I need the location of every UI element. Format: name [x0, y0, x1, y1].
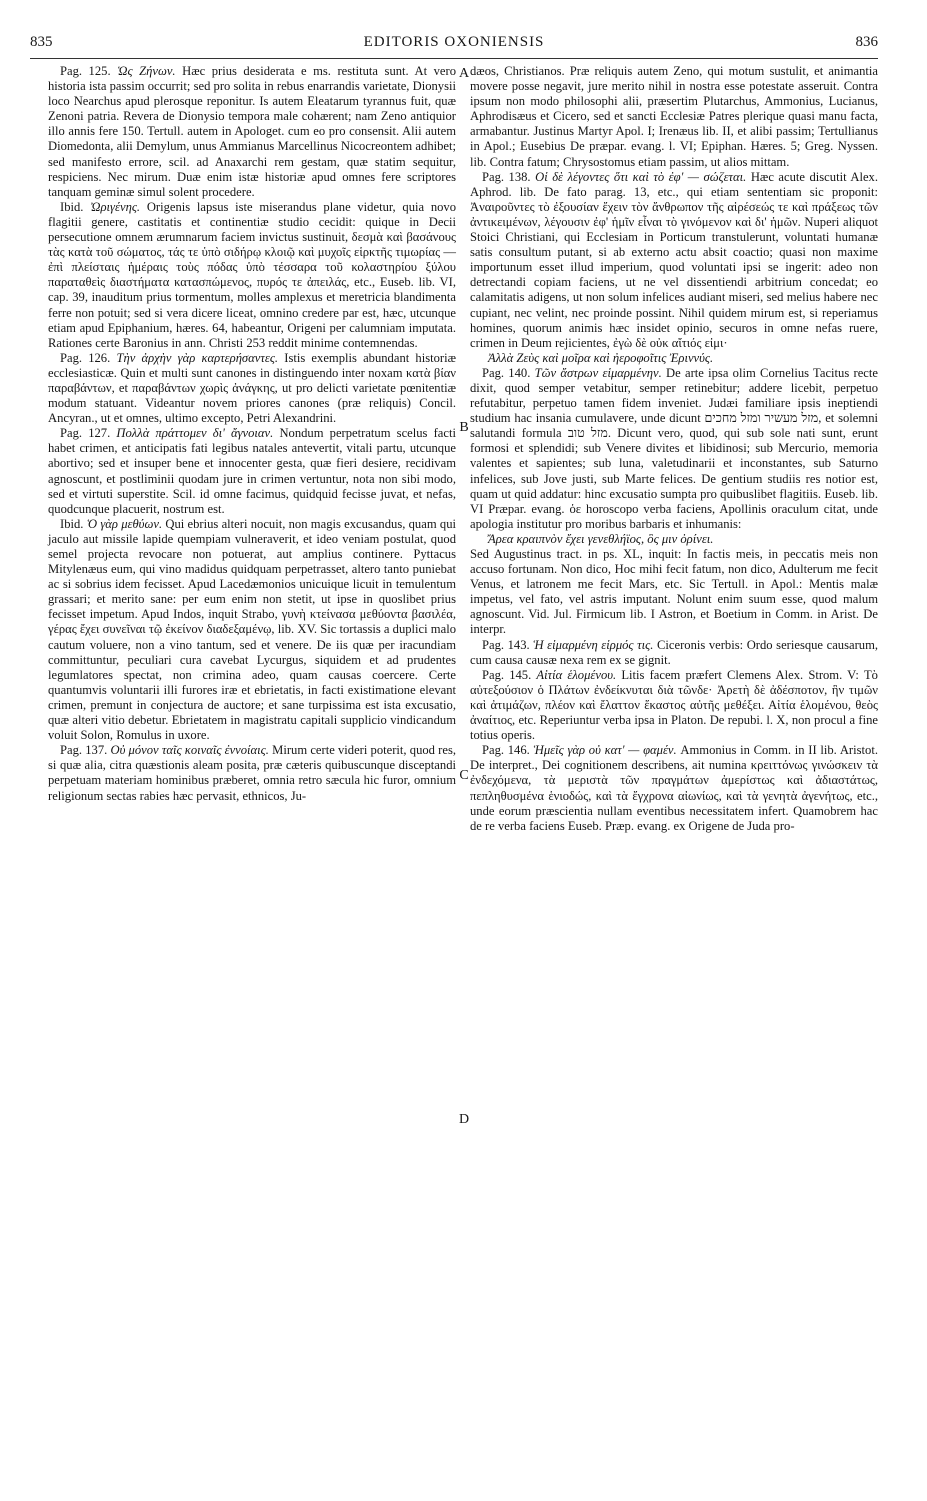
note-label: Ibid. — [60, 199, 84, 214]
note-text: Nondum perpetratum scelus facti habet crimen, et anticipatis fati legibus natales antevertit, vitali partu, utcunque abortivo; sed et insuper bene et innocenter gesta, quæ fieri desiere, recidivam agnoscunt, et postliminii quodam jure in crimen vertuntur, nota non sibi modo, sed et virtuti superstite. Scil. id omne facimus, quidquid fecisse juvat, et nefas, quodcunque placuerit, nostrum est. — [48, 426, 456, 516]
note-paragraph-continued — [470, 547, 878, 638]
margin-letter-c: C — [459, 768, 469, 783]
running-header — [30, 34, 878, 59]
note-paragraph — [470, 668, 878, 743]
note-label: Pag. 143. — [482, 637, 530, 652]
note-label: Ibid. — [60, 516, 84, 531]
note-paragraph — [470, 366, 878, 532]
note-text: Sed Augustinus tract. in ps. XL, inquit: In factis meis, in peccatis meis non accuso fortunam. Non dico, Hoc mihi fecit fatum, non dico, Adulterum me fecit Venus, et latronem me fecit Mars, etc. Sic Tertull. in Apol.: Mentis malæ impetus, vel fato, vel astris imputant. Nolunt enim suum esse, quod malum agnoscunt. Vid. Jul. Firmicum lib. I Astron, et Boetium in Comm. in Arist. De interpr. — [470, 547, 878, 637]
margin-letter-b: B — [459, 420, 469, 435]
note-label: Pag. 146. — [482, 743, 530, 758]
note-text: Ἄρεα κραιπνὸν ἔχει γενεθλήϊος, ὃς μιν ὀρίνει. — [488, 531, 714, 546]
note-text: Istis exemplis abundant historiæ ecclesiasticæ. Quin et multi sunt canones in distinguendo inter noxam κατὰ βίαν παραβάντων, et παραβάντων χωρὶς ἀνάγκης, ut pro delicti varietate pœnitentiæ modum statuant. Videantur novem priores canones (præ reliquis) Concil. Ancyran., ut et omnes, ultimo excepto, Petri Alexandrini. — [48, 350, 457, 426]
note-label: Pag. 127. — [60, 426, 111, 441]
note-label: Pag. 125. — [60, 64, 111, 78]
note-label: Pag. 140. — [482, 365, 531, 380]
note-text: Litis facem præfert Clemens Alex. Strom. V: Τὸ αὐτεξούσιον ὁ Πλάτων ἐνδείκνυται διὰ τῶνδε· Ἀρετὴ δὲ ἀδέσποτον, ἣν τιμῶν καὶ ἀτιμάζων, πλέον καὶ ἔλαττον ἕκαστος αὐτῆς μεθέξει. Αἰτία ἑλομένου, θεὸς ἀναίτιος, etc. Reperiuntur verba ipsa in Platon. De repubi. l. X, non procul a fine totius operis. — [470, 667, 878, 743]
margin-letter-d: D — [458, 1112, 470, 1127]
note-lemma: Ἡμεῖς γὰρ οὐ κατ' — φαμέν. — [533, 743, 677, 758]
note-paragraph — [48, 64, 456, 200]
note-paragraph — [48, 351, 456, 426]
note-paragraph-continued — [470, 64, 878, 170]
note-lemma: Ὠριγένης. — [90, 199, 141, 214]
note-label: Pag. 145. — [482, 667, 532, 682]
margin-letter-a: A — [458, 66, 470, 81]
note-text: Mirum certe videri poterit, quod res, si quæ alia, citra quæstionis aleam posita, præ cæteris quibuscunque disceptandi perpetuam materiam hominibus præberet, omnia retro sæcula hic furor, omnium religionum sectas rabies hæc pervasit, ethnicos, Ju- — [48, 743, 456, 803]
note-text: dæos, Christianos. Præ reliquis autem Zeno, qui motum sustulit, et animantia movere posse negavit, jure merito nihil in nostra esse potestate asseruit. Contra ipsum non modo philosophi alii, præsertim Plutarchus, Ammonius, Lucianus, Aphrodisæus et Cicero, sed et sancti Ecclesiæ Patres plerique quasi manu facta, armabantur. Justinus Martyr Apol. I; Irenæus lib. II, et alibi passim; Tertullianus in Apol.; Eusebius De præpar. evang. l. VI; Epiphan. Hæres. 5; Greg. Nyssen. lib. Contra fatum; Chrysostomus etiam passim, ut alios mittam. — [470, 64, 878, 169]
note-text: Ciceronis verbis: Ordo seriesque causarum, cum causa causæ nexa rem ex se gignit. — [470, 637, 879, 667]
note-lemma: Ὡς Ζήνων. — [117, 64, 176, 78]
left-column — [48, 64, 456, 804]
note-lemma: Οὐ μόνον ταῖς κοιναῖς ἐννοίαις. — [110, 743, 269, 758]
note-paragraph — [48, 517, 456, 743]
verse-quotation — [470, 532, 878, 547]
note-lemma: Πολλὰ πράττομεν δι' ἄγνοιαν. — [116, 426, 274, 441]
note-text: Hæc acute discutit Alex. Aphrod. lib. De fato parag. 13, etc., qui etiam sententiam sic proponit: Ἀναιροῦντες τὸ ἐξουσίαν ἔχειν τὸν ἄνθρωπον τῆς αἱρέσεώς τε καὶ πράξεως τῶν ἀντικειμένων, λέγουσιν ἐφ' ἡμῖν εἶναι τὸ γινόμενον καὶ δι' ἡμῶν. Nuperi aliquot Stoici Christiani, qui Ecclesiam in Porticum transtulerunt, voluntati humanæ satis consultum putant, si ab externo actu absit coactio; quasi non maxime importunum esset illud imperium, quod voluntati ipsi se ingerit: adeo non detrectandi copiam faciens, ut ne vel dissentiendi arbitrium concedat; eo calamitatis adigens, ut non solum infelices audiant miseri, sed melius habere nec cupiant, nec velint, nec proinde possint. Nihil quidem mirum est, si reperiamus homines, quorum animis hæc insidet opinio, securos in omne nefas ruere, crimen in Deum rejicientes, ἐγὼ δὲ οὐκ αἴτιός εἰμι· — [470, 169, 879, 350]
note-label: Pag. 138. — [482, 169, 531, 184]
note-paragraph — [48, 743, 456, 803]
note-label: Pag. 126. — [60, 350, 111, 365]
verse-quotation — [470, 351, 878, 366]
note-lemma: Αἰτία ἑλομένου. — [536, 667, 617, 682]
note-lemma: Τῶν ἄστρων εἱμαρμένην. — [534, 365, 662, 380]
note-text: Hæc prius desiderata e ms. restituta sunt. At vero historia ista passim occurrit; sed pro solita in rebus enarrandis varietate, Dionysii loco Nearchus apud plerosque reponitur. Is autem Eleatarum tyrannus fuit, quæ Zenoni patria. Revera de Dionysio tempora male cohærent; nam Zeno antiquior illo annis fere 150. Tertull. autem in Apologet. cum eo pro consensit. Alii autem Diomedonta, alii Demylum, unus Ammianus Marcellinus Nicocreontem adhibet; sed manifesto errore, scil. ad Anaxarchi rem gestam, quæ statim sequitur, respiciens. Nec mirum. Duæ enim istæ historiæ apud omnes fere scriptores tanquam geminæ simul solent procedere. — [48, 64, 456, 199]
note-text: Qui ebrius alteri nocuit, non magis excusandus, quam qui jaculo aut missile lapide quempiam vulneraverit, et ideo veniam postulat, quod semel projecta revocare non potuerat, aut amplius continere. Pyttacus Mitylenæus eum, qui vino madidus quidquam perpetrasset, altero tanto puniebat ac si sobrius idem fecisset. Apud Lacedæmonios unicuique licuit in temulentum grassari; et merito sane: per eum enim non stetit, ut ipse in quoslibet prius fecisset impetum. Apud Indos, inquit Strabo, γυνὴ κτείνασα μεθύοντα βασιλέα, γέρας ἔχει συνεῖναι τῷ ἐκείνον διαδεξαμένῳ, lib. XV. Sic tortassis a duplici malo cautum voluere, non a vino tantum, sed et venere. De iis quæ per iracundiam committuntur, peculiari cura cavebat Lycurgus, siquidem et ad prudentes legumlatores spectat, non crimina adeo, quam causas coercere. Certe quantumvis voluntarii illi furores iræ et ebrietatis, in facti existimatione elevant crimen, premunt in conjectura de auctore; et sane turpissima est ista excusatio, quæ alteri vitio debetur. Ebrietatem in magistratu capitali supplicio vindicandum voluit Solon, Romulus in uxore. — [48, 516, 456, 743]
page-number-right: 836 — [855, 34, 878, 50]
note-text: Origenis lapsus iste miserandus plane videtur, quia novo flagitii genere, castitatis et continentiæ studio cecidit: quique in Decii persecutione omnem ærumnarum faciem invictus sustinuit, δεσμὰ καὶ βασάνους τὰς κατὰ τοῦ σώματος, τάς τε ὑπὸ σιδήρῳ κλοιῷ καὶ μυχοῖς εἱρκτῆς τιμωρίας — ἐπὶ πλείσταις ἡμέραις τοὺς πόδας ὑπὸ τέσσαρα τοῦ κολαστηρίου ξύλου παραταθεὶς διαστήματα κατασπώμενος, πυρός τε ἀπειλάς, etc., Euseb. lib. VI, cap. 39, inauditum prius tormentum, molles amplexus et meretricia blandimenta ferre non potuit; sed si vera dicere liceat, omnino credere par est, hæc, utcunque etiam apud Epiphanium, hæres. 64, habeantur, Origeni per calumniam imputata. Rationes certe Baronius in ann. Christi 253 reddit minime contemnendas. — [48, 199, 457, 350]
page-number-left: 835 — [30, 34, 53, 50]
note-lemma: Ἡ εἱμαρμένη εἱρμός τις. — [533, 637, 654, 652]
note-text: Ammonius in Comm. in II lib. Aristot. De interpret., Dei cognitionem describens, ait numina κρειττόνως γινώσκειν τὰ ἐνδεχόμενα, τὰ μεριστὰ τῶν πραγμάτων ἀμερίστως καὶ ἀδιαστάτως, πεπληθυσμένα ἑνιοδώς, καὶ τὰ ἔγχρονα αἰωνίως, καὶ τὰ γενητὰ ἀγενήτως, etc., unde eorum præscientia nullam eventibus necessitatem infert. Quamobrem hac de re verba faciens Euseb. Præp. evang. ex Origene de Juda pro- — [470, 743, 878, 833]
note-paragraph — [48, 200, 456, 351]
note-label: Pag. 137. — [60, 743, 108, 758]
note-paragraph — [470, 743, 878, 834]
note-text: Ἀλλὰ Ζεὺς καὶ μοῖρα καὶ ἠεροφοῖτις Ἐριννύς. — [488, 350, 714, 365]
note-lemma: Τὴν ἀρχὴν γὰρ καρτερήσαντες. — [116, 350, 279, 365]
note-paragraph — [48, 426, 456, 517]
note-paragraph — [470, 638, 878, 668]
note-paragraph — [470, 170, 878, 351]
note-lemma: Οἱ δὲ λέγοντες ὅτι καὶ τὸ ἐφ' — σώζεται. — [535, 169, 747, 184]
running-title: EDITORIS OXONIENSIS — [363, 34, 545, 50]
note-text: De arte ipsa olim Cornelius Tacitus recte dixit, quod semper vetabitur, semper retinebitur; addere licebit, perpetuo refutabitur, perpetuo tamen fidem inveniet. Judæi familiare ipsis ineptiendi studium hac insania cumulavere, unde dicunt מזל מעשיר ומזל מחכים, et solemni salutandi formula מזל טוב. Dicunt vero, quod, qui sub sole nati sunt, erunt formosi et splendidi; sub Venere divites et libidinosi; sub Mercurio, memoria valentes et sapientes; sub luna, valetudinarii et inconstantes, sub Saturno infelices, sub Jove justi, sub Marte felices. De gentium studiis res notior est, quam ut quid addatur: hinc excusatio sumpta pro quibuslibet flagitiis. Euseb. lib. VI Præpar. evang. ὁε horoscopo verba faciens, Apollinis oraculum citat, unde apologia institutur pro moribus barbaris et inhumanis: — [470, 365, 879, 531]
note-lemma: Ὁ γὰρ μεθύων. — [86, 516, 163, 531]
right-column — [470, 64, 878, 834]
